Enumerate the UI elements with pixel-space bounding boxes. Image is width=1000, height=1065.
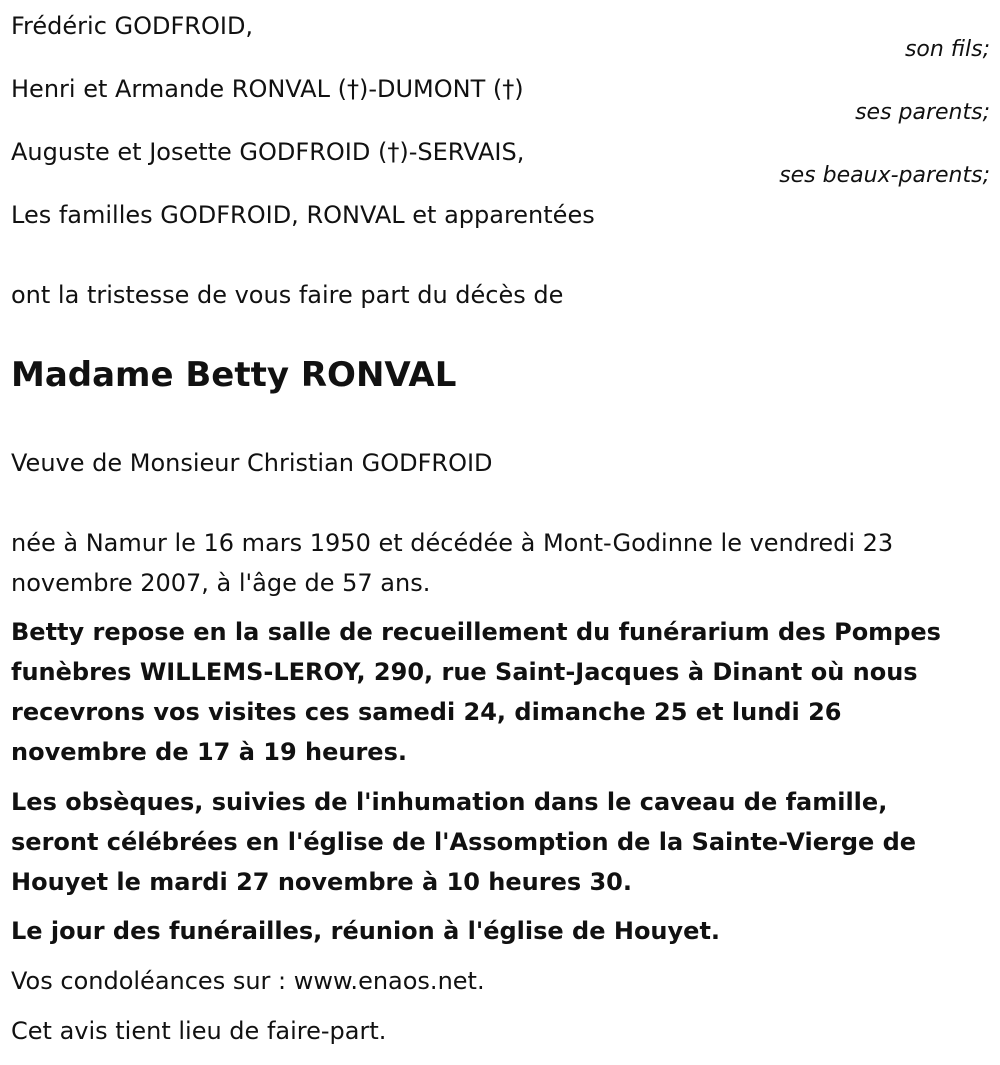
relation-in-laws: ses beaux-parents; bbox=[779, 163, 990, 188]
visitation-text: Betty repose en la salle de recueillement du funérarium des Pompes funèbres WILLEMS-LEROY, 290, rue Saint-Jacques à Dinant où nous recevrons vos visites ces samedi 24, dimanche 25 et lundi 26 novembre de 17 à 19 heures. bbox=[11, 618, 941, 766]
meeting-text: Le jour des funérailles, réunion à l'église de Houyet. bbox=[11, 917, 721, 945]
family-member-in-laws: Auguste et Josette GODFROID (†)-SERVAIS, bbox=[11, 138, 525, 166]
relation-son: son fils; bbox=[904, 37, 990, 62]
family-member-families: Les familles GODFROID, RONVAL et apparentées bbox=[11, 201, 595, 229]
widow-of-text: Veuve de Monsieur Christian GODFROID bbox=[11, 449, 493, 477]
family-member-son: Frédéric GODFROID, bbox=[11, 12, 254, 40]
condolences-text: Vos condoléances sur : www.enaos.net. bbox=[11, 967, 485, 995]
deceased-name: Madame Betty RONVAL bbox=[11, 355, 457, 395]
relation-parents: ses parents; bbox=[855, 100, 990, 125]
notice-text: Cet avis tient lieu de faire-part. bbox=[11, 1017, 387, 1045]
birth-death-text: née à Namur le 16 mars 1950 et décédée à Mont-Godinne le vendredi 23 novembre 2007, à l'âge de 57 ans. bbox=[11, 529, 894, 597]
announcement-text: ont la tristesse de vous faire part du décès de bbox=[11, 281, 564, 309]
funeral-text: Les obsèques, suivies de l'inhumation dans le caveau de famille, seront célébrées en l'église de l'Assomption de la Sainte-Vierge de Houyet le mardi 27 novembre à 10 heures 30. bbox=[11, 788, 917, 896]
family-member-parents: Henri et Armande RONVAL (†)-DUMONT (†) bbox=[11, 75, 524, 103]
